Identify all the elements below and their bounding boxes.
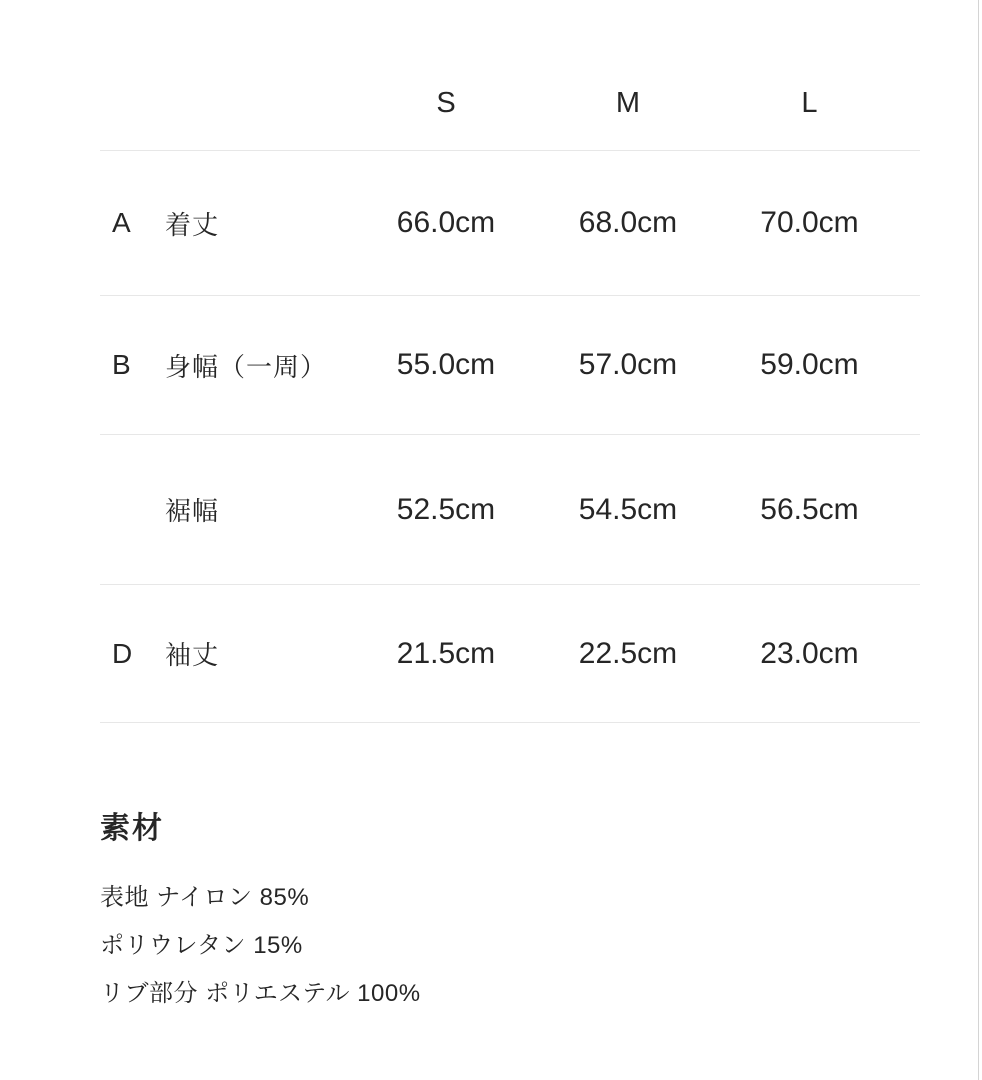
materials-heading: 素材 <box>100 812 164 845</box>
material-line-polyurethane: ポリウレタン 15% <box>100 932 303 959</box>
table-row-body-length <box>100 151 920 296</box>
measurement-label: 袖丈 <box>165 640 220 670</box>
header-letter-spacer <box>100 120 165 150</box>
materials-lines <box>100 885 421 1007</box>
material-line-outer-fabric: 表地 ナイロン 85% <box>100 884 310 911</box>
measurement-value-l: 56.5cm <box>760 492 859 526</box>
measurement-value-l: 59.0cm <box>760 348 859 381</box>
materials-section <box>100 723 421 1029</box>
size-column-header-l: L <box>801 87 818 119</box>
size-table <box>100 0 920 723</box>
measurement-value-m: 54.5cm <box>578 492 678 526</box>
right-edge-divider <box>978 0 979 1080</box>
measurement-letter: D <box>112 637 133 669</box>
table-row-hem-width <box>100 435 920 585</box>
measurement-value-m: 57.0cm <box>578 348 678 381</box>
measurement-value-s: 21.5cm <box>396 636 496 670</box>
measurement-value-s: 66.0cm <box>396 206 496 239</box>
size-column-header-s: S <box>436 87 456 119</box>
measurement-value-s: 55.0cm <box>396 348 496 381</box>
size-table-header-row <box>100 0 920 151</box>
measurement-value-l: 23.0cm <box>760 636 859 670</box>
table-row-body-width <box>100 296 920 435</box>
measurement-label: 裾幅 <box>165 496 220 526</box>
measurement-letter: A <box>112 207 131 238</box>
material-line-rib: リブ部分 ポリエステル 100% <box>100 980 421 1007</box>
measurement-label: 着丈 <box>165 209 220 240</box>
measurement-value-m: 22.5cm <box>578 636 678 670</box>
measurement-letter: B <box>112 349 131 380</box>
measurement-label: 身幅（一周） <box>165 351 328 382</box>
measurement-value-m: 68.0cm <box>578 206 678 239</box>
table-row-sleeve-length <box>100 585 920 723</box>
measurement-value-l: 70.0cm <box>760 206 859 239</box>
header-label-spacer <box>165 120 355 150</box>
measurement-value-s: 52.5cm <box>396 492 496 526</box>
size-column-header-m: M <box>615 87 641 119</box>
